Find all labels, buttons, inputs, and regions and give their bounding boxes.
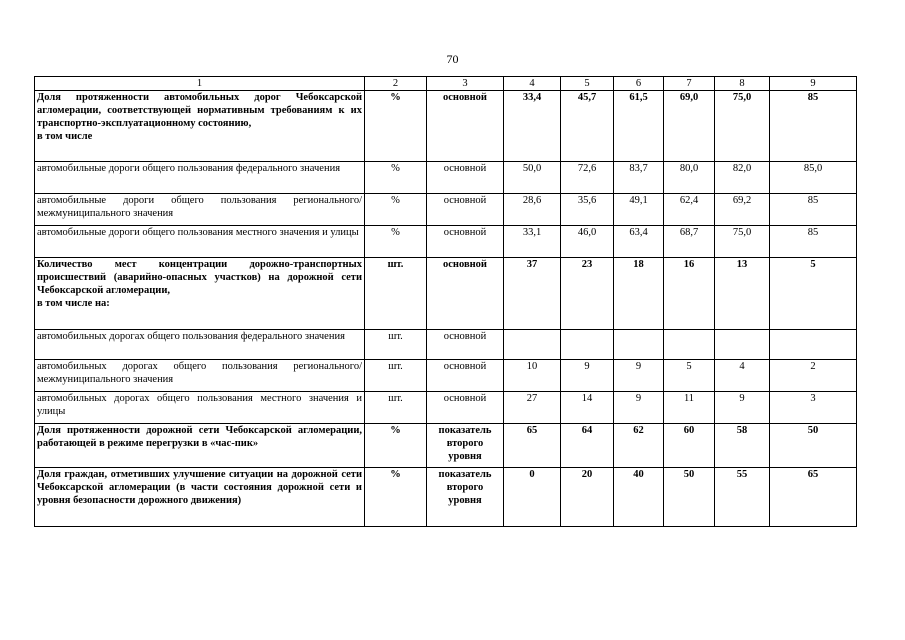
value-cell: 11 (664, 392, 715, 424)
value-cell: 82,0 (715, 162, 770, 194)
unit-cell: % (365, 226, 427, 258)
table-row (35, 360, 857, 392)
value-cell: 28,6 (504, 194, 561, 226)
value-cell: 61,5 (614, 91, 664, 162)
value-cell: 46,0 (561, 226, 614, 258)
indicator-type-cell: основной (427, 162, 504, 194)
indicator-type-cell: основной (427, 392, 504, 424)
unit-cell: % (365, 468, 427, 527)
value-cell: 69,2 (715, 194, 770, 226)
value-cell: 75,0 (715, 91, 770, 162)
value-cell: 33,1 (504, 226, 561, 258)
unit-cell: % (365, 424, 427, 468)
value-cell: 75,0 (715, 226, 770, 258)
value-cell: 14 (561, 392, 614, 424)
value-cell: 10 (504, 360, 561, 392)
indicator-type-cell: основной (427, 330, 504, 360)
indicator-type-cell: основной (427, 258, 504, 330)
header-cell: 7 (664, 77, 715, 91)
indicator-name-cell: Количество мест концентрации дорожно-транспортных происшествий (аварийно-опасных участков) на дорожной сети Чебоксарской агломерации, в том числе на: (35, 258, 365, 330)
value-cell: 80,0 (664, 162, 715, 194)
table-row (35, 194, 857, 226)
value-cell: 62 (614, 424, 664, 468)
table-row (35, 258, 857, 330)
header-cell: 8 (715, 77, 770, 91)
header-cell: 3 (427, 77, 504, 91)
value-cell: 3 (770, 392, 857, 424)
header-cell: 9 (770, 77, 857, 91)
header-cell: 4 (504, 77, 561, 91)
value-cell: 85,0 (770, 162, 857, 194)
indicator-type-cell: основной (427, 360, 504, 392)
value-cell: 85 (770, 226, 857, 258)
table-row (35, 468, 857, 527)
value-cell: 58 (715, 424, 770, 468)
value-cell: 9 (614, 360, 664, 392)
indicator-name-cell: Доля граждан, отметивших улучшение ситуации на дорожной сети Чебоксарской агломерации (в части состояния дорожной сети и уровня безопасности дорожного движения) (35, 468, 365, 527)
unit-cell: шт. (365, 392, 427, 424)
value-cell: 64 (561, 424, 614, 468)
value-cell: 16 (664, 258, 715, 330)
value-cell: 35,6 (561, 194, 614, 226)
value-cell: 72,6 (561, 162, 614, 194)
value-cell: 68,7 (664, 226, 715, 258)
value-cell: 50 (770, 424, 857, 468)
unit-cell: % (365, 162, 427, 194)
table-row (35, 392, 857, 424)
value-cell (715, 330, 770, 360)
value-cell: 5 (770, 258, 857, 330)
value-cell: 18 (614, 258, 664, 330)
unit-cell: шт. (365, 258, 427, 330)
value-cell: 45,7 (561, 91, 614, 162)
unit-cell: % (365, 91, 427, 162)
indicator-name-cell: Доля протяженности автомобильных дорог Чебоксарской агломерации, соответствующей нормативным требованиям к их транспортно-эксплуатационному состоянию, в том числе (35, 91, 365, 162)
value-cell: 27 (504, 392, 561, 424)
table-row (35, 330, 857, 360)
value-cell: 23 (561, 258, 614, 330)
indicator-type-cell: основной (427, 91, 504, 162)
value-cell (664, 330, 715, 360)
value-cell: 9 (614, 392, 664, 424)
value-cell: 60 (664, 424, 715, 468)
table-row (35, 91, 857, 162)
indicator-name-cell: автомобильных дорогах общего пользования федерального значения (35, 330, 365, 360)
unit-cell: % (365, 194, 427, 226)
value-cell (561, 330, 614, 360)
indicator-name-cell: автомобильных дорогах общего пользования местного значения и улицы (35, 392, 365, 424)
header-cell: 1 (35, 77, 365, 91)
header-cell: 2 (365, 77, 427, 91)
value-cell: 0 (504, 468, 561, 527)
value-cell (614, 330, 664, 360)
indicator-type-cell: основной (427, 194, 504, 226)
value-cell: 2 (770, 360, 857, 392)
page-number: 70 (446, 52, 459, 66)
value-cell (770, 330, 857, 360)
table-header-row (35, 77, 857, 91)
value-cell: 40 (614, 468, 664, 527)
indicator-type-cell: показатель второго уровня (427, 468, 504, 527)
table-row (35, 424, 857, 468)
value-cell: 5 (664, 360, 715, 392)
value-cell: 50 (664, 468, 715, 527)
value-cell (504, 330, 561, 360)
indicator-name-cell: автомобильные дороги общего пользования местного значения и улицы (35, 226, 365, 258)
value-cell: 33,4 (504, 91, 561, 162)
value-cell: 9 (561, 360, 614, 392)
unit-cell: шт. (365, 360, 427, 392)
value-cell: 55 (715, 468, 770, 527)
value-cell: 69,0 (664, 91, 715, 162)
table-row (35, 162, 857, 194)
value-cell: 63,4 (614, 226, 664, 258)
table-row (35, 226, 857, 258)
indicator-type-cell: показатель второго уровня (427, 424, 504, 468)
indicator-name-cell: автомобильные дороги общего пользования федерального значения (35, 162, 365, 194)
indicator-name-cell: Доля протяженности дорожной сети Чебоксарской агломерации, работающей в режиме перегрузки в «час-пик» (35, 424, 365, 468)
value-cell: 65 (504, 424, 561, 468)
value-cell: 83,7 (614, 162, 664, 194)
indicator-type-cell: основной (427, 226, 504, 258)
unit-cell: шт. (365, 330, 427, 360)
value-cell: 37 (504, 258, 561, 330)
value-cell: 65 (770, 468, 857, 527)
header-cell: 6 (614, 77, 664, 91)
indicator-name-cell: автомобильных дорогах общего пользования регионального/ межмуниципального значения (35, 360, 365, 392)
indicators-table (34, 76, 857, 527)
value-cell: 20 (561, 468, 614, 527)
value-cell: 85 (770, 194, 857, 226)
indicator-name-cell: автомобильные дороги общего пользования регионального/ межмуниципального значения (35, 194, 365, 226)
value-cell: 9 (715, 392, 770, 424)
value-cell: 4 (715, 360, 770, 392)
value-cell: 62,4 (664, 194, 715, 226)
value-cell: 85 (770, 91, 857, 162)
value-cell: 50,0 (504, 162, 561, 194)
value-cell: 49,1 (614, 194, 664, 226)
header-cell: 5 (561, 77, 614, 91)
value-cell: 13 (715, 258, 770, 330)
